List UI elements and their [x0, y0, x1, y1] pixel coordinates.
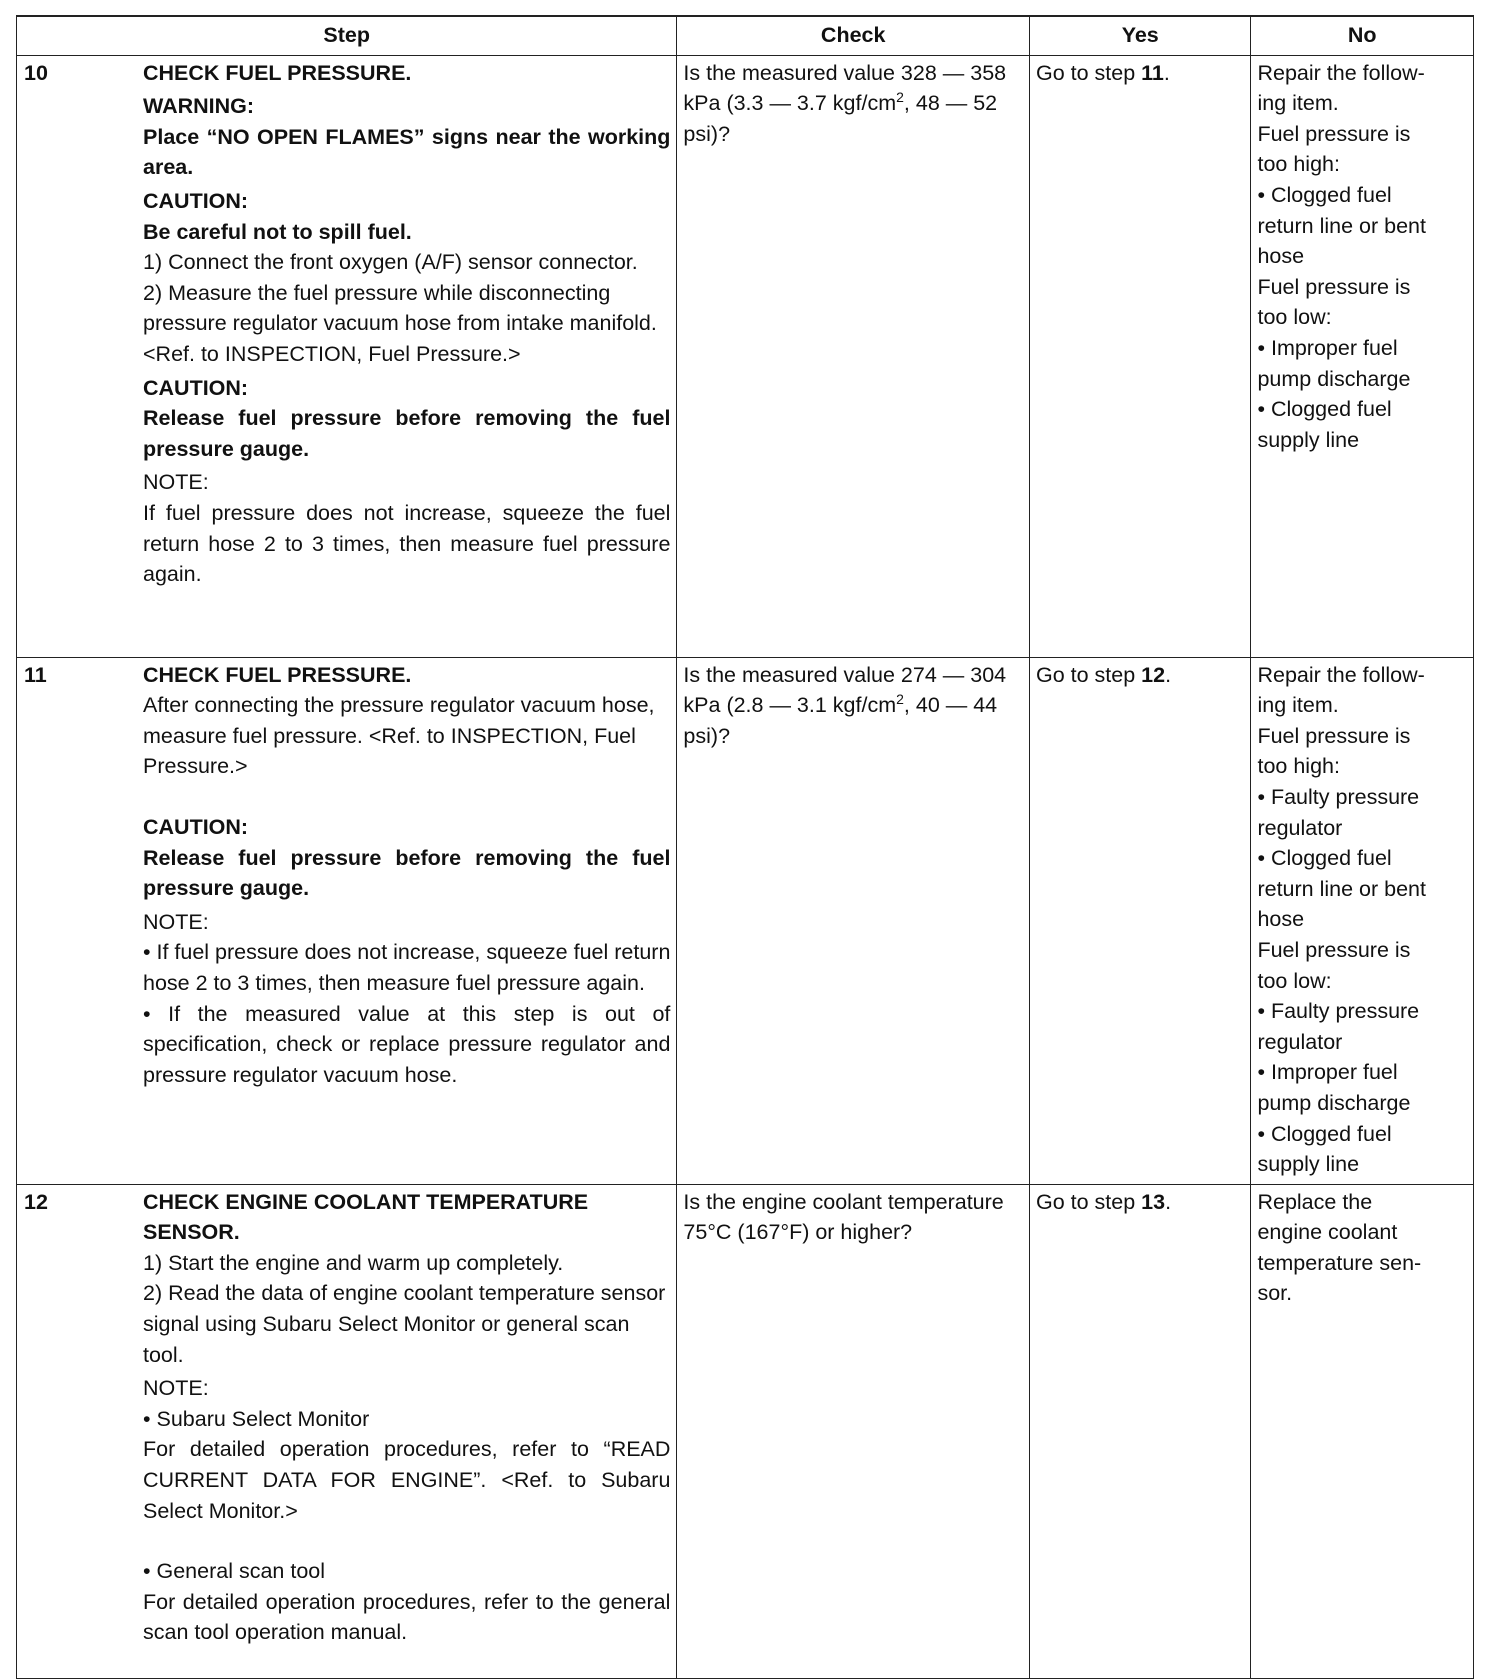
- no-line: pump discharge: [1257, 1090, 1411, 1115]
- note-label: NOTE:: [143, 909, 209, 934]
- header-step: Step: [17, 16, 677, 55]
- no-line: regulator: [1257, 1029, 1343, 1054]
- yes-text-end: .: [1163, 60, 1170, 85]
- diagnostic-table: [16, 15, 1474, 1679]
- no-line: Fuel pressure is: [1257, 121, 1411, 146]
- header-check: Check: [677, 16, 1030, 55]
- no-line: Repair the follow-: [1257, 662, 1425, 687]
- check-text-end: , 40 — 44 psi)?: [683, 693, 998, 748]
- no-line: • Faulty pressure: [1257, 784, 1420, 809]
- header-yes: Yes: [1029, 16, 1250, 55]
- note-text: • If the measured value at this step is out of specification, check or replace pressure regulator and pressure regulator vacuum hose.: [143, 1001, 671, 1087]
- check-cell: [677, 1184, 1030, 1678]
- no-line: sor.: [1257, 1281, 1293, 1306]
- yes-step-number: 11: [1141, 60, 1164, 85]
- no-line: engine coolant: [1257, 1220, 1398, 1245]
- no-line: • Improper fuel: [1257, 1060, 1398, 1085]
- warning-text: Place “NO OPEN FLAMES” signs near the working area.: [143, 124, 671, 180]
- yes-text: Go to step: [1035, 60, 1142, 85]
- no-line: • Clogged fuel: [1257, 846, 1392, 871]
- step-title: CHECK FUEL PRESSURE.: [143, 662, 412, 687]
- procedure-step: 1) Connect the front oxygen (A/F) sensor connector.: [143, 250, 638, 275]
- no-line: • Clogged fuel: [1257, 397, 1392, 422]
- yes-text: Go to step: [1035, 662, 1142, 687]
- step-title: CHECK FUEL PRESSURE.: [143, 60, 412, 85]
- warning-label: WARNING:: [143, 94, 255, 119]
- note-label: NOTE:: [143, 1376, 209, 1401]
- no-line: hose: [1257, 907, 1305, 932]
- yes-text-end: .: [1165, 662, 1172, 687]
- step-cell: [17, 657, 677, 1184]
- step-cell: [17, 55, 677, 657]
- check-superscript: 2: [896, 89, 904, 106]
- step-number: 10: [24, 60, 48, 85]
- check-superscript: 2: [896, 691, 904, 708]
- caution-text: Release fuel pressure before removing the fuel pressure gauge.: [143, 845, 671, 901]
- procedure-step: 1) Start the engine and warm up completely.: [143, 1250, 564, 1275]
- check-cell: [677, 657, 1030, 1184]
- yes-cell: [1029, 657, 1250, 1184]
- no-line: Fuel pressure is: [1257, 723, 1411, 748]
- check-text: Is the engine coolant temperature 75°C (167°F) or higher?: [683, 1189, 1004, 1245]
- note-bullet: • Subaru Select Monitor: [143, 1406, 370, 1431]
- step-number: 12: [24, 1189, 48, 1214]
- caution-label: CAUTION:: [143, 375, 249, 400]
- no-line: Repair the follow-: [1257, 60, 1425, 85]
- spacer: [143, 1526, 670, 1556]
- step-cell: [17, 1184, 677, 1678]
- no-line: return line or bent: [1257, 213, 1426, 238]
- no-line: too low:: [1257, 305, 1332, 330]
- table-row: [17, 55, 1474, 657]
- no-cell: [1251, 1184, 1474, 1678]
- step-number: 11: [24, 662, 47, 687]
- no-line: ing item.: [1257, 693, 1339, 718]
- procedure-step: 2) Measure the fuel pressure while disconnecting pressure regulator vacuum hose from intake manifold. <Ref. to INSPECTION, Fuel Pressure.>: [143, 280, 657, 366]
- no-line: • Improper fuel: [1257, 335, 1398, 360]
- check-text-end: , 48 — 52 psi)?: [683, 91, 998, 146]
- no-line: return line or bent: [1257, 876, 1426, 901]
- table-row: [17, 657, 1474, 1184]
- yes-text-end: .: [1165, 1189, 1172, 1214]
- no-line: supply line: [1257, 1152, 1360, 1177]
- no-line: regulator: [1257, 815, 1343, 840]
- no-line: too high:: [1257, 754, 1340, 779]
- yes-text: Go to step: [1035, 1189, 1142, 1214]
- no-line: temperature sen-: [1257, 1250, 1422, 1275]
- yes-cell: [1029, 55, 1250, 657]
- no-cell: [1251, 55, 1474, 657]
- note-text: • If fuel pressure does not increase, squeeze fuel return hose 2 to 3 times, then measure fuel pressure again.: [143, 940, 671, 995]
- caution-text: Release fuel pressure before removing the fuel pressure gauge.: [143, 406, 671, 461]
- caution-label: CAUTION:: [143, 814, 249, 839]
- no-line: ing item.: [1257, 91, 1339, 116]
- no-line: Fuel pressure is: [1257, 274, 1411, 299]
- check-text: Is the measured value 328 — 358 kPa (3.3 — 3.7 kgf/cm: [683, 60, 1007, 116]
- no-line: • Clogged fuel: [1257, 182, 1392, 207]
- note-label: NOTE:: [143, 470, 209, 495]
- note-text: For detailed operation procedures, refer to the general scan tool operation manual.: [143, 1589, 671, 1645]
- yes-step-number: 12: [1141, 662, 1166, 687]
- step-title: CHECK ENGINE COOLANT TEMPERATURE SENSOR.: [143, 1189, 589, 1245]
- procedure-text: After connecting the pressure regulator vacuum hose, measure fuel pressure. <Ref. to INSPECTION, Fuel Pressure.>: [143, 693, 655, 779]
- yes-step-number: 13: [1141, 1189, 1166, 1214]
- no-cell: [1251, 657, 1474, 1184]
- note-text: If fuel pressure does not increase, squeeze the fuel return hose 2 to 3 times, then measure fuel pressure again.: [143, 500, 671, 587]
- caution-label: CAUTION:: [143, 188, 249, 213]
- header-no: No: [1251, 16, 1474, 55]
- note-text: For detailed operation procedures, refer to “READ CURRENT DATA FOR ENGINE”. <Ref. to Subaru Select Monitor.>: [143, 1437, 671, 1523]
- yes-cell: [1029, 1184, 1250, 1678]
- no-line: • Clogged fuel: [1257, 1121, 1392, 1146]
- procedure-step: 2) Read the data of engine coolant temperature sensor signal using Subaru Select Monitor or general scan tool.: [143, 1281, 666, 1367]
- note-bullet: • General scan tool: [143, 1559, 326, 1584]
- header-row: [17, 16, 1474, 55]
- no-line: supply line: [1257, 427, 1360, 452]
- no-line: Replace the: [1257, 1189, 1373, 1214]
- no-line: too low:: [1257, 968, 1332, 993]
- no-line: Fuel pressure is: [1257, 937, 1411, 962]
- no-line: too high:: [1257, 152, 1340, 177]
- table-row: [17, 1184, 1474, 1678]
- check-text: Is the measured value 274 — 304 kPa (2.8 — 3.1 kgf/cm: [683, 662, 1007, 718]
- spacer: [143, 782, 670, 812]
- caution-text: Be careful not to spill fuel.: [143, 219, 412, 244]
- check-cell: [677, 55, 1030, 657]
- no-line: pump discharge: [1257, 366, 1411, 391]
- no-line: • Faulty pressure: [1257, 999, 1420, 1024]
- no-line: hose: [1257, 244, 1305, 269]
